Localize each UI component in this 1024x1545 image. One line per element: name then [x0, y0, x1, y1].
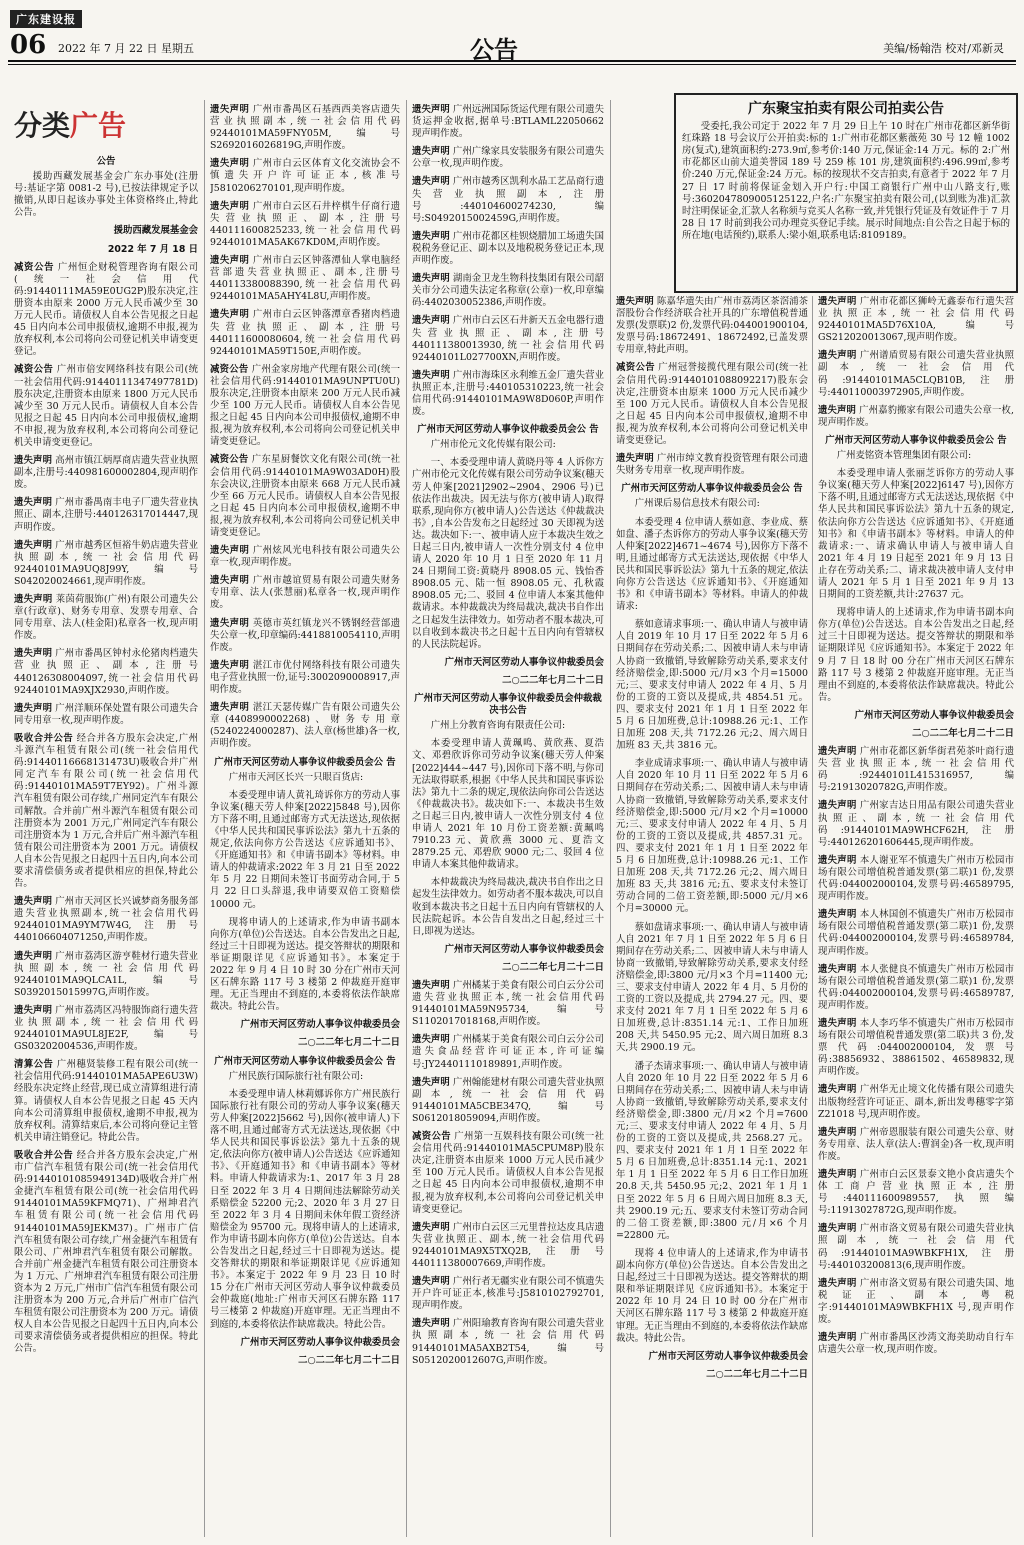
notice-item	[412, 1276, 604, 1312]
notice-text: 广州广缘家具安装服务有限公司遗失公章一枚,现声明作废。	[412, 146, 604, 170]
notice-item	[818, 1127, 1014, 1163]
notice-type: 遗失声明	[14, 497, 53, 509]
notice-paragraph: 广州课后易信息技术有限公司:	[634, 498, 760, 510]
notice-type: 遗失声明	[412, 1076, 450, 1088]
notice-text: 广州市越秀区凯利水晶工艺品商行遗失营业执照副本,注册号:440104600274230,编号:S0492015002459G,声明作废。	[412, 176, 604, 224]
notice-signature: 二○二二年七月二十二日	[502, 674, 604, 686]
notice-item	[818, 1169, 1014, 1217]
notice-paragraph: 广州民族行国际旅行社有限公司:	[228, 1070, 364, 1082]
notice-text: 广州市荔湾区冯特服饰商行遗失营业执照副本,统一社会信用代码 92440101MA9UL8JE2F,编号 GS03202004536,声明作废。	[14, 1004, 198, 1053]
column-divider	[204, 100, 205, 1537]
notice-text: 莱茵荷服饰(广州)有限公司遗失公章(行政章)、财务专用章、发票专用章、合同专用章、法人(桂金阳)私章各一枚,现声明作废。	[14, 594, 198, 642]
notice-text: 广州华无止境文化传播有限公司遗失出版物经营许可证正、副本,新出发粤穗零字第 Z21018 号,现声明作废。	[818, 1084, 1014, 1120]
notice-type: 减资公告	[210, 454, 249, 466]
notice-title: 广州市天河区劳动人事争议仲裁委员会公 告	[825, 434, 1007, 446]
notice-text: 广州远洲国际货运代理有限公司遗失货运押金收据,据单号:BTLAML22050662 现声明作废。	[412, 104, 604, 140]
auction-title: 广东聚宝拍卖有限公司拍卖公告	[748, 101, 944, 117]
notice-signature: 广州市天河区劳动人事争议仲裁委员会	[854, 709, 1014, 721]
auction-notice-box	[674, 93, 1018, 293]
notice-item	[412, 1318, 604, 1366]
notice-text: 广州市花都区新华街君苑茶叶商行遗失营业执照正本,统一社会信用代码:92440101L415316957,编号:21913020782G,声明作废。	[818, 746, 1014, 794]
notice-type: 遗失声明	[210, 255, 250, 267]
notice-text: 广州市白云区石井新天五金电器行遗失营业执照正、副本,注册号 440111380013930,统一社会信用代码 92440101L027700XN,声明作废。	[412, 315, 604, 363]
notice-item	[210, 575, 400, 611]
notice-type: 遗失声明	[818, 800, 857, 812]
notice-type: 遗失声明	[818, 854, 857, 866]
notice-item	[210, 364, 400, 449]
notice-item	[210, 545, 400, 569]
notice-text: 广州市花都区桂钡烧腊加工场遗失国税税务登记正、副本以及地税税务登记正本,现声明作废。	[412, 230, 604, 267]
notice-item	[818, 1084, 1014, 1120]
notice-type: 遗失声明	[412, 273, 450, 285]
notice-item	[210, 201, 400, 249]
notice-type: 遗失声明	[210, 659, 250, 671]
column-3	[412, 104, 604, 1534]
header-rule	[8, 60, 1016, 62]
issue-date: 2022 年 7 月 22 日 星期五	[58, 42, 194, 55]
column-divider	[812, 296, 813, 1537]
notice-text: 广州市白云区石井梓棋牛仔商行遗失营业执照正、副本,注册号 440111600825233,统一社会信用代码 92440101MA5AK67KD0M,声明作废。	[210, 200, 400, 248]
notice-text: 广州市番禺南丰电子厂遗失营业执照正、副本,注册号:440126317014447,现声明作废。	[14, 497, 198, 533]
notice-type: 遗失声明	[210, 158, 250, 170]
notice-type: 遗失声明	[818, 296, 857, 307]
notice-type: 减资公告	[210, 363, 249, 375]
notice-signature: 援助西藏发展基金会	[113, 225, 198, 237]
notice-item	[210, 702, 400, 750]
notice-text: 广州市白云区三元里普拉达皮具店遗失营业执照正、副本,统一社会信用代码 92440101MA9X5TXQ2B,注册号 440111380007669,声明作废。	[412, 1221, 604, 1269]
column-2	[210, 104, 400, 1534]
notice-item	[412, 273, 604, 309]
notice-type: 吸收合并公告	[14, 732, 74, 744]
notice-signature: 广州市天河区劳动人事争议仲裁委员会	[240, 1019, 400, 1031]
notice-item	[412, 176, 604, 224]
notice-item	[14, 733, 198, 890]
notice-item	[412, 370, 604, 418]
notice-item	[412, 1034, 604, 1070]
notice-paragraph: 本仲裁裁决为终局裁决,裁决书自作出之日起发生法律效力。如劳动者不服本裁决,可以自收到本裁决书之日起十五日内向有管辖权的人民法院起诉。本公告自发出之日起,经过三十日,即视为送达。	[412, 877, 604, 937]
notice-type: 遗失声明	[818, 1169, 857, 1180]
notice-type: 遗失声明	[14, 1004, 53, 1016]
notice-type: 遗失声明	[412, 104, 450, 115]
notice-type: 遗失声明	[818, 1084, 857, 1096]
notice-item	[616, 453, 808, 477]
notice-item	[14, 648, 198, 696]
notice-text: 广州市海珠区永利维五金厂遗失营业执照正本,注册号:440105310223,统一社会信用代码:91440101MA9W8D060P,声明作废。	[412, 369, 604, 418]
notice-text: 广州市白云区景泰文艳小食店遗失个体工商户营业执照正本,注册号:440111600989557,执照编号:11913027872G,现声明作废。	[818, 1169, 1014, 1217]
notice-text: 本人林国创不慎遗失广州市万松园市场有限公司增值税普通发票(第二联)1 份,发票代码:044002000104,发票号码:46589784,现声明作废。	[818, 909, 1014, 957]
notice-type: 遗失声明	[412, 230, 450, 242]
notice-item	[14, 455, 198, 491]
notice-paragraph: 广州麦铭资本管理集团有限公司:	[836, 450, 972, 462]
notice-type: 遗失声明	[412, 1276, 450, 1288]
notice-type: 遗失声明	[616, 453, 654, 465]
notice-text: 广州冠誉接揽代理有限公司(统一社会信用代码:91440101088092217)股东会决定,注册资本由原来 1000 万元人民币减少至 100 万元人民币。请债权人自本公告见报之日起 45 日内向本公司申报债权,逾期不申报,视为放弃权利,本公司将向公司登记机关申请变更登记。	[616, 362, 808, 447]
notice-text: 经合并各方股东会决定,广州市广信汽车租赁有限公司(统一社会信用代码:91440101085949134D)吸收合并广州金捷汽车租赁有限公司(统一社会信用代码 91440101MA59KFMQ71)、广州坤君汽车租赁有限公司(统一社会信用代码 91440101MA59JEKM37)。广州市广信汽车租赁有限公司存续,广州金捷汽车租赁有限公司、广州坤君汽车租赁有限公司解散。合并前广州金捷汽车租赁有限公司注册资本为 1 万元、广州坤君汽车租赁有限公司注册资本为 2 万元,广州市广信汽车租赁有限公司注册资本为 200 万元,合并后广州市广信汽车租赁有限公司注册资本为 200 万元。请债权人自本公告见报之日起四十五日内,向本公司要求清偿债务或者提供相应的担保。特此公告。	[14, 1149, 198, 1355]
notice-text: 英德市英红镇龙兴不锈钢经营部遗失公章一枚,印章编码:4418810054110,声明作废。	[210, 617, 400, 653]
notice-type: 遗失声明	[14, 455, 53, 467]
notice-text: 广州市花都区狮岭无鑫泰布行遗失营业执照正本,统一社会信用代码 92440101MA5D76X10A,编号 GS212020013067,现声明作废。	[818, 296, 1014, 344]
header-rule-thin	[8, 64, 1016, 65]
notice-type: 遗失声明	[412, 369, 450, 381]
newspaper-brand: 广东建设报	[10, 10, 82, 28]
notice-paragraph: 广州市伦元文化传媒有限公司:	[430, 439, 556, 451]
notice-text: 广州恒企财税管理咨询有限公司(统一社会信用代码:91440111MA59E0UG2P)股东决定,注册资本由原来 2000 万元人民币减少至 30 万元人民币。请债权人自本公告见报之日起 45 日内向本公司申报债权,逾期不申报,视为放弃权利,本公司将向公司登记机关申请变更登记。	[14, 261, 198, 358]
notice-paragraph: 本委受理申请人黄珮鸣、黄欣燕、夏浩文、邓碧欣诉你司劳动争议案(穗天劳人仲案[2022]444~447 号),因你司下落不明,与你司无法取得联系,根据《中华人民共和国民事诉讼法》第九十二条的规定,现依法向你司公告送达《仲裁裁决书》。裁决如下:一、本裁决书生效之日起三日内,被申请人一次性分别支付 4 位申请人 2021 年 10 月份工资差额:黄珮鸣 7910.23 元、黄欣燕 3000 元、夏浩文 2879.25 元、邓碧欣 9000 元;二、驳回 4 位申请人本案其他仲裁请求。	[412, 738, 604, 871]
notice-type: 遗失声明	[412, 980, 450, 991]
notice-title: 广州市天河区劳动人事争议仲裁委员会公 告	[621, 483, 803, 495]
notice-text: 广州家吉达日用品有限公司遗失营业执照正、副本,统一社会信用代码:91440101MA9WHCF62H,注册号:440126201606445,现声明作废。	[818, 800, 1014, 848]
notice-text: 广州炫风光电科技有限公司遗失公章一枚,现声明作废。	[210, 545, 400, 569]
notice-text: 广州市越秀区恒裕牛奶店遗失营业执照副本,统一社会信用代码 92440101MA9UQ8J99Y,编号 S042020024661,现声明作废。	[14, 539, 198, 587]
notice-item	[14, 951, 198, 999]
notice-type: 遗失声明	[14, 950, 53, 962]
notice-type: 遗失声明	[14, 539, 53, 551]
notice-text: 广州市洛文贸易有限公司遗失营业执照副本,统一社会信用代码:91440101MA9WBKFH1X,注册号:440103200813(6,现声明作废。	[818, 1223, 1014, 1271]
column-divider	[406, 100, 407, 1537]
notice-item	[210, 618, 400, 654]
notice-item	[818, 1223, 1014, 1271]
notice-text: 广州市番禺区石基西西美容店遗失营业执照副本,统一社会信用代码 92440101MA59FNY05M,编号 S2692016026819G,声明作废。	[210, 104, 400, 152]
notice-type: 减资公告	[14, 364, 54, 376]
notice-type: 遗失声明	[210, 200, 250, 212]
notice-title: 广州市天河区劳动人事争议仲裁委员会公 告	[214, 1055, 396, 1067]
notice-title: 公告	[96, 156, 116, 167]
notice-item	[14, 497, 198, 533]
notice-text: 广州翰能建材有限公司遗失营业执照副本,统一社会信用代码 91440101MA5CBE347Q,编号 S0612018059094,声明作废。	[412, 1076, 604, 1124]
notice-item	[412, 146, 604, 170]
notice-text: 广州市越谊贸易有限公司遗失财务专用章、法人(张慧丽)私章各一枚,现声明作废。	[210, 575, 400, 611]
notice-text: 陈嘉华遗失由广州市荔湾区茶滘浦茶滘股份合作经济联合社开具的广东增值税普通发票(发票联)2 份,发票代码:044001900104,发票号码:18672491、18672492,已盖发票专用章,特此声明。	[616, 296, 808, 356]
notice-paragraph: 援助西藏发展基金会广东办事处(注册号:基证字第 0081-2 号),已按法律规定予以撤销,从即日起该办事处主体资格终止,特此公告。	[14, 171, 198, 219]
column-5	[818, 296, 1014, 1536]
notice-type: 遗失声明	[412, 315, 450, 327]
notice-text: 广州市荔湾区游亨鞋材行遗失营业执照副本,统一社会信用代码 92440101MA9QLCA1L,编号 S0392015015997G,声明作废。	[14, 950, 198, 998]
notice-title: 广州市天河区劳动人事争议仲裁委员会公 告	[417, 424, 599, 436]
notice-paragraph: 本委受理申请人林莉娜诉你方广州民族行国际旅行社有限公司的劳动人事争议案(穗天劳人仲案[2022]5662 号),因你(被申请人)下落不明,且通过邮寄方式无法送达,现依据《中华人民共和国民事诉讼法》第九十五条的规定,依法向你方(被申请人)公告送达《应诉通知书》、《开庭通知书》和《申请书副本》等材料。申请人仲裁请求为:1、2017 年 3 月 28 日至 2022 年 3 月 4 日期间违法解除劳动关系赔偿金 52200 元;2、2020 年 3 月 27 日至 2022 年 3 月 4 日期间未休年假工资经济赔偿金为 95700 元。现将申请人的上述请求,作为申请书副本向你方(单位)公告送达。自本公告发出之日起,经过三十日即视为送达。提交答辩状的期限和举证期限详见《应诉通知书》。本案定于 2022 年 9 月 23 日 10 时 15 分在广州市天河区劳动人事争议仲裁委员会仲裁庭(地址:广州市天河区石牌东路 117 号三楼第 2 仲裁庭)开庭审理。无正当理由不到庭的,本委将依法作缺席裁决。特此公告。	[210, 1088, 400, 1330]
notice-item	[210, 255, 400, 303]
notice-type: 遗失声明	[616, 296, 654, 307]
notice-item	[412, 104, 604, 140]
notice-text: 广州市倍安网络科技有限公司(统一社会信用代码:91440111347497781D)股东决定,注册资本由原来 1800 万元人民币减少至 30 万元人民币。请债权人自本公告见报之日起 45 日内向本公司申报债权,逾期不申报,视为放弃权利,本公司将向公司登记机关申请变更登记。	[14, 364, 198, 448]
notice-item	[14, 594, 198, 642]
notice-text: 广州橘某于美食有限公司白云分公司遗失营业执照正本,统一社会信用代码 91440101MA59N95734,编号 S1102017018168,声明作废。	[412, 980, 604, 1028]
notice-type: 遗失声明	[818, 350, 857, 362]
notice-item	[14, 703, 198, 727]
notice-paragraph: 蔡如盘请求事项:一、确认申请人与被申请人自 2021 年 7 月 1 日至 2022 年 5 月 6 日期间存在劳动关系;二、因被申请人未与申请人协商一致撤销,导致解除劳动关系,要求支付经济赔偿金,即:3800 元/月×3 个月=11400 元;三、要求支付申请人 2022 年 4 月、5 月份的工资的工资以及提成,共 2794.27 元。四、要求支付 2021 年 7 月 1 日至 2022 年 5 月 6 日加班费,总计:8351.14 元:1、工作日加班 208 天,共 5450.95 元;2、周六周日加班 8.3 天,共 2900.19 元。	[616, 921, 808, 1054]
notice-item	[14, 364, 198, 449]
notice-type: 吸收合并公告	[14, 1149, 74, 1161]
notice-title: 广州市天河区劳动人事争议仲裁委员会仲裁裁决书公告	[414, 693, 602, 717]
notice-type: 遗失声明	[818, 1277, 857, 1289]
notice-item	[818, 1278, 1014, 1326]
notice-paragraph: 蔡如意请求事项:一、确认申请人与被申请人自 2019 年 10 月 17 日至 2022 年 5 月 6 日期间存在劳动关系;二、因被申请人未与申请人协商一致撤销,导致解除劳动关系,要求支付经济赔偿金,即:5000 元/月×3 个月=15000 元;三、要求支付申请人 2022 年 4 月、5 月份的工资的工资以及提成,共 4854.51 元。四、要求支付 2021 年 1 月 1 日至 2022 年 5 月 6 日加班费,总计:10988.26 元:1、工作日加班 208 天,共 7172.26 元;2、周六周日加班 83 天,共 3816 元。	[616, 619, 808, 752]
notice-item	[818, 909, 1014, 957]
editor-credits: 美编/杨翰浩 校对/邓新灵	[883, 42, 1004, 55]
page-header	[0, 0, 1024, 70]
notice-item	[818, 855, 1014, 903]
notice-item	[14, 1059, 198, 1144]
notice-text: 广州帝恩服装有限公司遗失公章、财务专用章、法人章(法人:曹润金)各一枚,现声明作废。	[818, 1126, 1014, 1162]
notice-signature: 二○二二年七月二十二日	[706, 1368, 808, 1380]
notice-paragraph: 潘子杰请求事项:一、确认申请人与被申请人自 2020 年 10 月 22 日至 2022 年 5 月 6 日期间存在劳动关系;二、因被申请人未与申请人协商一致撤销,导致解除劳动关系,要求支付经济赔偿金,即:3800 元/月×2 个月=7600 元;三、要求支付申请人 2022 年 4 月、5 月份的工资的工资以及提成,共 2568.27 元。四、要求支付 2021 年 1 月 1 日至 2022 年 5 月 6 日加班费,总计:8351.14 元:1、2021 年 1 月 1 日至 2022 年 5 月 6 日工作日加班 20.8 天,共 5450.95 元;2、2021 年 1 月 1 日至 2022 年 5 月 6 日周六周日加班 8.3 天,共 2900.19 元;五、要求支付未签订劳动合同的二倍工资差额,即:3800 元/月×6 个月=22800 元。	[616, 1060, 808, 1241]
notice-item	[818, 964, 1014, 1012]
notice-text: 广州市洛文贸易有限公司遗失国、地税证正、副本,粤税字:91440101MA9WBKFH1X 号,现声明作废。	[818, 1277, 1014, 1326]
notice-item	[616, 362, 808, 447]
notice-type: 遗失声明	[412, 1221, 450, 1233]
notice-text: 广州谱盾贸易有限公司遗失营业执照副本,统一社会信用代码:91440101MA5CLQB10B,注册号:440110003972905,声明作废。	[818, 350, 1014, 398]
notice-signature: 二○二二年七月二十二日	[298, 1037, 400, 1049]
notice-type: 遗失声明	[412, 1034, 450, 1046]
notice-signature: 广州市天河区劳动人事争议仲裁委员会	[648, 1350, 808, 1362]
notice-signature: 广州市天河区劳动人事争议仲裁委员会	[444, 656, 604, 668]
notice-text: 广州橘某于美食有限公司白云分公司遗失食品经营许可证正本,许可证编号:JY24401110189891,声明作废。	[412, 1034, 604, 1070]
column-4	[616, 296, 808, 1536]
notice-type: 遗失声明	[818, 404, 856, 416]
notice-type: 遗失声明	[14, 594, 53, 605]
notice-text: 广州洋顺环保处置有限公司遗失合同专用章一枚,现声明作废。	[14, 702, 198, 726]
notice-text: 广州市白云区体育文化交流协会不慎遗失开户许可证正本,核准号 J5810206270101,现声明作废。	[210, 158, 400, 194]
notice-type: 遗失声明	[818, 1332, 857, 1344]
notice-item	[210, 158, 400, 194]
notice-type: 遗失声明	[210, 617, 250, 629]
notice-type: 遗失声明	[818, 909, 857, 921]
notice-text: 本人李巧华不慎遗失广州市万松园市场有限公司增值税普通发票(第二联)共 3 份,发票代码:044002000104,发票号码:38856932、38861502、46589832,现声明作废。	[818, 1017, 1014, 1078]
notice-type: 遗失声明	[818, 963, 857, 975]
notice-type: 遗失声明	[14, 648, 53, 660]
section-title: 公告	[470, 36, 518, 64]
notice-signature: 广州市天河区劳动人事争议仲裁委员会	[444, 943, 604, 955]
column-divider	[610, 100, 611, 1537]
notice-type: 遗失声明	[210, 309, 250, 321]
notice-paragraph: 本委受理 4 位申请人蔡如意、李业成、蔡如盘、潘子杰诉你方的劳动人事争议案(穗天劳人仲案[2022]4671~4674 号),因你方下落不明,且通过邮寄方式无法送达,现依据《中华人民共和国民事诉讼法》第九十五条的规定,依法向你方公告送达《应诉通知书》、《开庭通知书》和《申请书副本》等材料。申请人的仲裁请求:	[616, 516, 808, 613]
notice-paragraph: 现将申请人的上述请求,作为申请书副本向你方(单位)公告送达。自本公告发出之日起,经过三十日即视为送达。提交答辩状的期限和举证期限详见《应诉通知书》。本案定于 2022 年 9 月 4 日 10 时 30 分在广州市天河区石牌东路 117 号 3 楼第 2 仲裁庭开庭审理。无正当理由不到庭的,本委将依法作缺席裁决。特此公告。	[210, 916, 400, 1013]
notice-paragraph: 一、本委受理申请人黄晓丹等 4 人诉你方广州市伦元文化传媒有限公司劳动争议案(穗天劳人仲案[2021]2902~2904、2906 号)已依法作出裁决。因无法与你方(被申请人)取得联系,现向你方(被申请人)公告送达《仲裁裁决书》,自本公告发布之日起经过 30 天即视为送达。裁决如下:一、被申请人应于本裁决生效之日起三日内,被申请人一次性分别支付 4 位申请人 2020 年 10 月 1 日至 2020 年 11 月 24 日期间工资:黄晓丹 8908.05 元、钱怡香 8908.05 元、陆一恒 8908.05 元、孔秋霞 8908.05 元;二、驳回 4 位申请人本案其他仲裁请求。本仲裁裁决为终局裁决,裁决书自作出之日起发生法律效力。如劳动者不服本裁决,可以自收到本裁决书之日起十五日内向有管辖权的人民法院起诉。	[412, 457, 604, 650]
notice-item	[412, 231, 604, 267]
notice-text: 广州行者无疆实业有限公司不慎遗失开户许可证正本,核准号:J5810102792701,现声明作废。	[412, 1276, 604, 1312]
notice-text: 广州市番禺区沙湾文海美助动自行车店遗失公章一枚,现声明作废。	[818, 1332, 1014, 1356]
notice-type: 遗失声明	[14, 702, 53, 714]
notice-type: 减资公告	[412, 1131, 451, 1143]
notice-text: 湛江天瑟传媒广告有限公司遗失公章(4408990002268)、财务专用章(5240224000287)、法人章(杨世雄)各一枚,声明作废。	[210, 702, 400, 750]
notice-text: 湛江市优付网络科技有限公司遗失电子营业执照一份,证号:3002090008917,声明作废。	[210, 659, 400, 696]
notice-type: 遗失声明	[818, 1017, 857, 1029]
notice-item	[14, 540, 198, 588]
notice-item	[14, 262, 198, 359]
notice-text: 本人谢亚军不慎遗失广州市万松园市场有限公司增值税普通发票(第二联)1 份,发票代码:044002000104,发票号码:46589795,现声明作废。	[818, 854, 1014, 903]
notice-text: 广州市天河区长兴诚梦商务服务部遗失营业执照副本,统一社会信用代码 92440101MA9YM7W4G,注册号 440106604071250,声明作废。	[14, 896, 198, 944]
notice-signature: 二○二二年七月二十二日	[912, 728, 1014, 739]
notice-type: 清算公告	[14, 1059, 54, 1071]
notice-item	[412, 980, 604, 1028]
notice-item	[412, 1222, 604, 1270]
notice-text: 广州穗贤装修工程有限公司(统一社会信用代码:91440101MA5APE6U3W)经股东决定终止经营,现已成立清算组进行清算。请债权人自本公告见报之日起 45 天内向本公司清算组申报债权,逾期不申报,视为放弃权利。清算结束后,本公司将向登记主管机关申请注销登记。特此公告。	[14, 1059, 198, 1143]
notice-text: 经合并各方股东会决定,广州斗源汽车租赁有限公司(统一社会信用代码:91440116668131473U)吸收合并广州同定汽车有限公司(统一社会信用代码:91440101MA59T7EY92)。广州斗源汽车租赁有限公司存续,广州同定汽车有限公司解散。合并前广州斗源汽车租赁有限公司注册资本为 2001 万元,广州同定汽车有限公司注册资本为 1 万元,合并后广州斗源汽车租赁有限公司注册资本为 2001 万元。请债权人自本公告见报之日起四十五日内,向本公司要求清偿债务或者提供相应的担保,特此公告。	[14, 732, 198, 890]
notice-text: 广东星厨餐饮文化有限公司(统一社会信用代码:91440101MA9W03AD0H)股东会决议,注册资本由原来 668 万元人民币减少至 66 万元人民币。请债权人自本公告见报之日起 45 日内向本公司申报债权,逾期不申报,视为放弃权利,本公司将向公司登记机关申请变更登记。	[210, 454, 400, 538]
notice-type: 减资公告	[616, 362, 655, 374]
notice-text: 广州金家房地产代理有限公司(统一社会信用代码:91440101MA9UNPTU0U)股东决定,注册资本由原来 200 万元人民币减少至 100 万元人民币。请债权人自本公告见报之日起 45 日内向本公司申报债权,逾期不申报,视为放弃权利,本公司将向公司登记机关申请变更登记。	[210, 363, 400, 448]
notice-type: 遗失声明	[210, 575, 250, 587]
notice-item	[14, 1005, 198, 1053]
notice-text: 广州阳瑜教育咨询有限公司遗失营业执照副本,统一社会信用代码 91440101MA5AXB2T54,编号 S0512020012607G,声明作废。	[412, 1318, 604, 1366]
notice-type: 遗失声明	[210, 702, 250, 714]
page-number: 06	[10, 30, 47, 60]
notice-item	[818, 1332, 1014, 1356]
notice-item	[412, 1131, 604, 1216]
notice-paragraph: 本委受理申请人张丽芝诉你方的劳动人事争议案(穗天劳人仲案[2022]6147 号),因你方下落不明,且通过邮寄方式无法送达,现依据《中华人民共和国民事诉讼法》第九十五条的规定,依法向你方公告送达《应诉通知书》、《开庭通知书》和《申请书副本》等材料。申请人的仲裁请求:一、请求确认申请人与被申请人自 2021 年 4 月 19 日起至 2021 年 9 月 13 日止存在劳动关系;二、请求裁决被申请人支付申请人 2021 年 5 月 1 日至 2021 年 9 月 13 日期间的工资差额,共计:27637 元。	[818, 468, 1014, 601]
notice-item	[818, 746, 1014, 794]
notice-item	[210, 104, 400, 152]
notice-item	[412, 1077, 604, 1125]
notice-text: 广州市番禺区钟村永伦猪肉档遗失营业执照正、副本,注册号 440126308004097,统一社会信用代码 92440101MA9XJX2930,声明作废。	[14, 648, 198, 696]
notice-text: 广州第一互娱科技有限公司(统一社会信用代码:91440101MA5CPUM8P)股东决定,注册资本由原来 1000 万元人民币减少至 100 万元人民币。请债权人自本公告见报之日起 45 日内向本公司申报债权,逾期不申报,视为放弃权利,本公司将向公司登记机关申请变更登记。	[412, 1131, 604, 1215]
notice-signature: 2022 年 7 月 18 日	[107, 243, 198, 255]
classified-ads-title: 分类广告	[14, 109, 127, 142]
notice-type: 遗失声明	[210, 104, 250, 115]
notice-signature: 二○二二年七月二十二日	[298, 1354, 400, 1366]
notice-text: 湖南金卫龙生物科技集团有限公司韶关市分公司遗失法定名称章(公章)一枚,印章编码:4402030052386,声明作废。	[412, 273, 604, 309]
notice-type: 减资公告	[14, 261, 55, 273]
notice-type: 遗失声明	[14, 896, 53, 908]
notice-text: 本人张健良不慎遗失广州市万松园市场有限公司增值税普通发票(第二联)1 份,发票代码:044002000104,发票号码:46589787,现声明作废。	[818, 963, 1014, 1011]
notice-text: 广州市白云区钟落潭章香猪肉档遗失营业执照正、副本,注册号 440111600080604,统一社会信用代码 92440101MA59T150E,声明作废。	[210, 309, 400, 357]
notice-item	[818, 296, 1014, 344]
notice-text: 高州市镇江炳厚商店遗失营业执照副本,注册号:440981600002804,现声明作废。	[14, 455, 198, 491]
notice-type: 遗失声明	[412, 146, 450, 158]
notice-signature: 二○二二年七月二十二日	[502, 961, 604, 973]
notice-item	[14, 1150, 198, 1356]
notice-paragraph: 现将申请人的上述请求,作为申请书副本向你方(单位)公告送达。自本公告发出之日起,经过三十日即视为送达。提交答辩状的期限和举证期限详见《应诉通知书》。本案定于 2022 年 9 月 7 日 18 时 00 分在广州市天河区石牌东路 117 号 3 楼第 2 仲裁庭开庭审理。无正当理由不到庭的,本委将依法作缺席裁决。特此公告。	[818, 607, 1014, 703]
notice-text: 广州市白云区钟落潭仙人掌电脑经营部遗失营业执照正、副本,注册号 440113380088390,统一社会信用代码 92440101MA5AHY4L8U,声明作废。	[210, 255, 400, 303]
notice-signature: 广州市天河区劳动人事争议仲裁委员会	[240, 1336, 400, 1348]
notice-item	[14, 896, 198, 944]
notice-type: 遗失声明	[818, 1223, 857, 1235]
notice-type: 遗失声明	[818, 1126, 857, 1138]
notice-item	[818, 350, 1014, 398]
notice-text: 广州市绰文教育投资管理有限公司遗失财务专用章一枚,现声明作废。	[616, 453, 808, 477]
notice-text: 广州嘉豹搬家有限公司遗失公章一枚,现声明作废。	[818, 404, 1014, 428]
auction-body: 受委托,我公司定于 2022 年 7 月 29 日上午 10 时在广州市花都区新华街红珠路 18 号会议厅公开拍卖:标的 1:广州市花都区紫薇苑 30 号 12 幢 1002 房(复式),建筑面积约:273.9㎡,参考价:140 万元,保证金:14 万元。标的 2:广州市花都区山前大道美誉园 189 号 259 栋 101 房,建筑面积约:496.99㎡,参考价:240 万元,保证金:24 万元。标的按现状不交吉拍卖,有意者于 2022 年 7 月 27 日 17 时前将保证金划入开户行:中国工商银行广州中山八路支行,账号:3602047809005125122,户名:广东聚宝拍卖有限公司,(以到账为准)汇款时注明保证金,汇款人名称须与竞买人名称一致,并凭银行凭证及有效证件于 7 月 28 日 17 时前到我公司办理竞买登记手续。展示时间地点:自公告之日起于标的所在地(电话预约),联系人:梁小姐,联系电话:8109189。	[682, 121, 1010, 241]
notice-item	[818, 1018, 1014, 1078]
notice-paragraph: 广州上分教育咨询有限责任公司:	[430, 720, 566, 732]
column-1	[14, 150, 198, 1540]
notice-title: 广州市天河区劳动人事争议仲裁委员会公 告	[214, 756, 396, 768]
notice-paragraph: 现将 4 位申请人的上述请求,作为申请书副本向你方(单位)公告送达。自本公告发出之日起,经过三十日即视为送达。提交答辩状的期限和举证期限详见《应诉通知书》。本案定于 2022 年 10 月 24 日 10 时 00 分在广州市天河区石牌东路 117 号 3 楼第 2 仲裁庭开庭审理。无正当理由不到庭的,本委将依法作缺席裁决。特此公告。	[616, 1247, 808, 1344]
notice-item	[210, 309, 400, 357]
notice-item	[210, 454, 400, 539]
notice-item	[412, 315, 604, 363]
notice-item	[818, 800, 1014, 848]
notice-paragraph: 本委受理申请人黄礼琦诉你方的劳动人事争议案(穗天劳人仲案[2022]5848 号),因你方下落不明,且通过邮寄方式无法送达,现依据《中华人民共和国民事诉讼法》第九十五条的规定,依法向你方公告送达《应诉通知书》、《开庭通知书》和《申请书副本》等材料。申请人的仲裁请求:2022 年 3 月 21 日至 2022 年 5 月 22 日期间未签订书面劳动合同,于 5 月 22 日口头辞退,我申请要双倍工资赔偿 10000 元。	[210, 789, 400, 910]
notice-item	[818, 405, 1014, 429]
notice-type: 遗失声明	[210, 545, 250, 557]
notice-type: 遗失声明	[412, 176, 450, 188]
notice-paragraph: 李业成请求事项:一、确认申请人与被申请人自 2020 年 10 月 11 日至 2022 年 5 月 6 日期间存在劳动关系;二、因被申请人未与申请人协商一致撤销,导致解除劳动关系,要求支付经济赔偿金,即:5000 元/月×2 个月=10000 元;三、要求支付申请人 2022 年 4 月、5 月份的工资的工资以及提成,共 4857.31 元。四、要求支付 2021 年 1 月 1 日至 2022 年 5 月 6 日加班费,总计:10988.26 元:1、工作日加班 208 天,共 7172.26 元;2、周六周日加班 83 天,共 3816 元;五、要求支付未签订劳动合同的二倍工资差额,即:5000 元/月×6 个月=30000 元。	[616, 758, 808, 915]
notice-type: 遗失声明	[412, 1318, 450, 1330]
notice-item	[210, 660, 400, 696]
notice-paragraph: 广州市天河区长兴一只眼百货店:	[228, 771, 364, 783]
notice-item	[616, 296, 808, 356]
notice-type: 遗失声明	[818, 746, 857, 758]
